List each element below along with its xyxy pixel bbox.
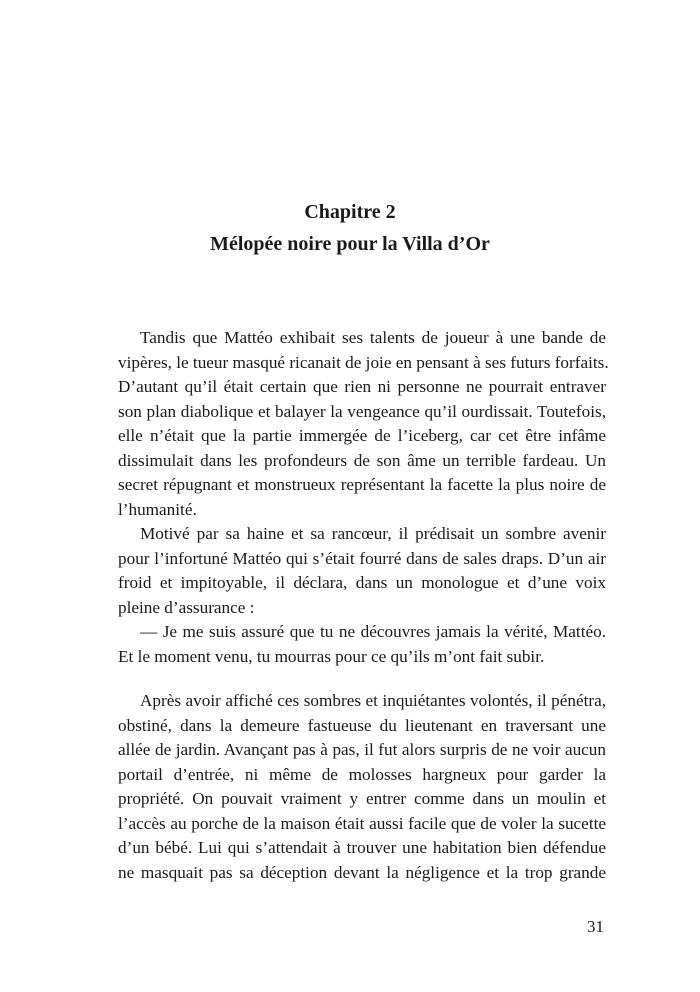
text-line: ne masquait pas sa déception devant la négligence et la trop grande [118, 862, 606, 882]
paragraph [96, 326, 609, 522]
paragraph [96, 522, 606, 620]
text-line: vipères, le tueur masqué ricanait de joie en pensant à ses futurs forfaits. [118, 352, 609, 372]
text-line: Tandis que Mattéo exhibait ses talents de joueur à une bande de [140, 328, 606, 347]
text-line: — Je me suis assuré que tu ne découvres jamais la vérité, Mattéo. [140, 622, 606, 641]
text-line: l’accès au porche de la maison était aussi facile que de voler la sucette [118, 813, 606, 833]
text-line: elle n’était que la partie immergée de l’iceberg, car cet être infâme [118, 426, 606, 445]
dialogue-paragraph [96, 620, 606, 669]
paragraph [96, 689, 606, 885]
text-line: portail d’entrée, ni même de molosses hargneux pour garder la [118, 764, 606, 784]
text-line: propriété. On pouvait vraiment y entrer comme dans un moulin et [118, 789, 606, 808]
text-line: l’humanité. [118, 499, 197, 519]
chapter-label: Chapitre 2 [304, 201, 396, 223]
text-line: pleine d’assurance : [118, 597, 255, 617]
text-line: pour l’infortuné Mattéo qui s’était fourré dans de sales draps. D’un air [118, 548, 606, 568]
text-line: son plan diabolique et balayer la vengeance qu’il ourdissait. Toutefois, [118, 401, 606, 421]
text-section-2 [96, 689, 606, 885]
page-number: 31 [587, 917, 604, 936]
text-line: froid et impitoyable, il déclara, dans un monologue et d’une voix [118, 573, 606, 592]
text-line: obstiné, dans la demeure fastueuse du lieutenant en traversant une [118, 715, 606, 735]
text-line: allée de jardin. Avançant pas à pas, il fut alors surpris de ne voir aucun [118, 740, 606, 759]
text-line: Motivé par sa haine et sa rancœur, il prédisait un sombre avenir [140, 524, 606, 543]
text-line: secret répugnant et monstrueux représentant la facette la plus noire de [118, 475, 606, 494]
text-line: d’un bébé. Lui qui s’attendait à trouver une habitation bien défendue [118, 838, 606, 857]
text-line: dissimulait dans les profondeurs de son âme un terrible fardeau. Un [118, 450, 606, 470]
text-section-1 [96, 326, 609, 669]
chapter-title: Mélopée noire pour la Villa d’Or [210, 233, 490, 255]
text-line: D’autant qu’il était certain que rien ni personne ne pourrait entraver [118, 377, 606, 396]
text-line: Après avoir affiché ces sombres et inquiétantes volontés, il pénétra, [140, 691, 606, 710]
text-line: Et le moment venu, tu mourras pour ce qu’ils m’ont fait subir. [118, 646, 545, 666]
